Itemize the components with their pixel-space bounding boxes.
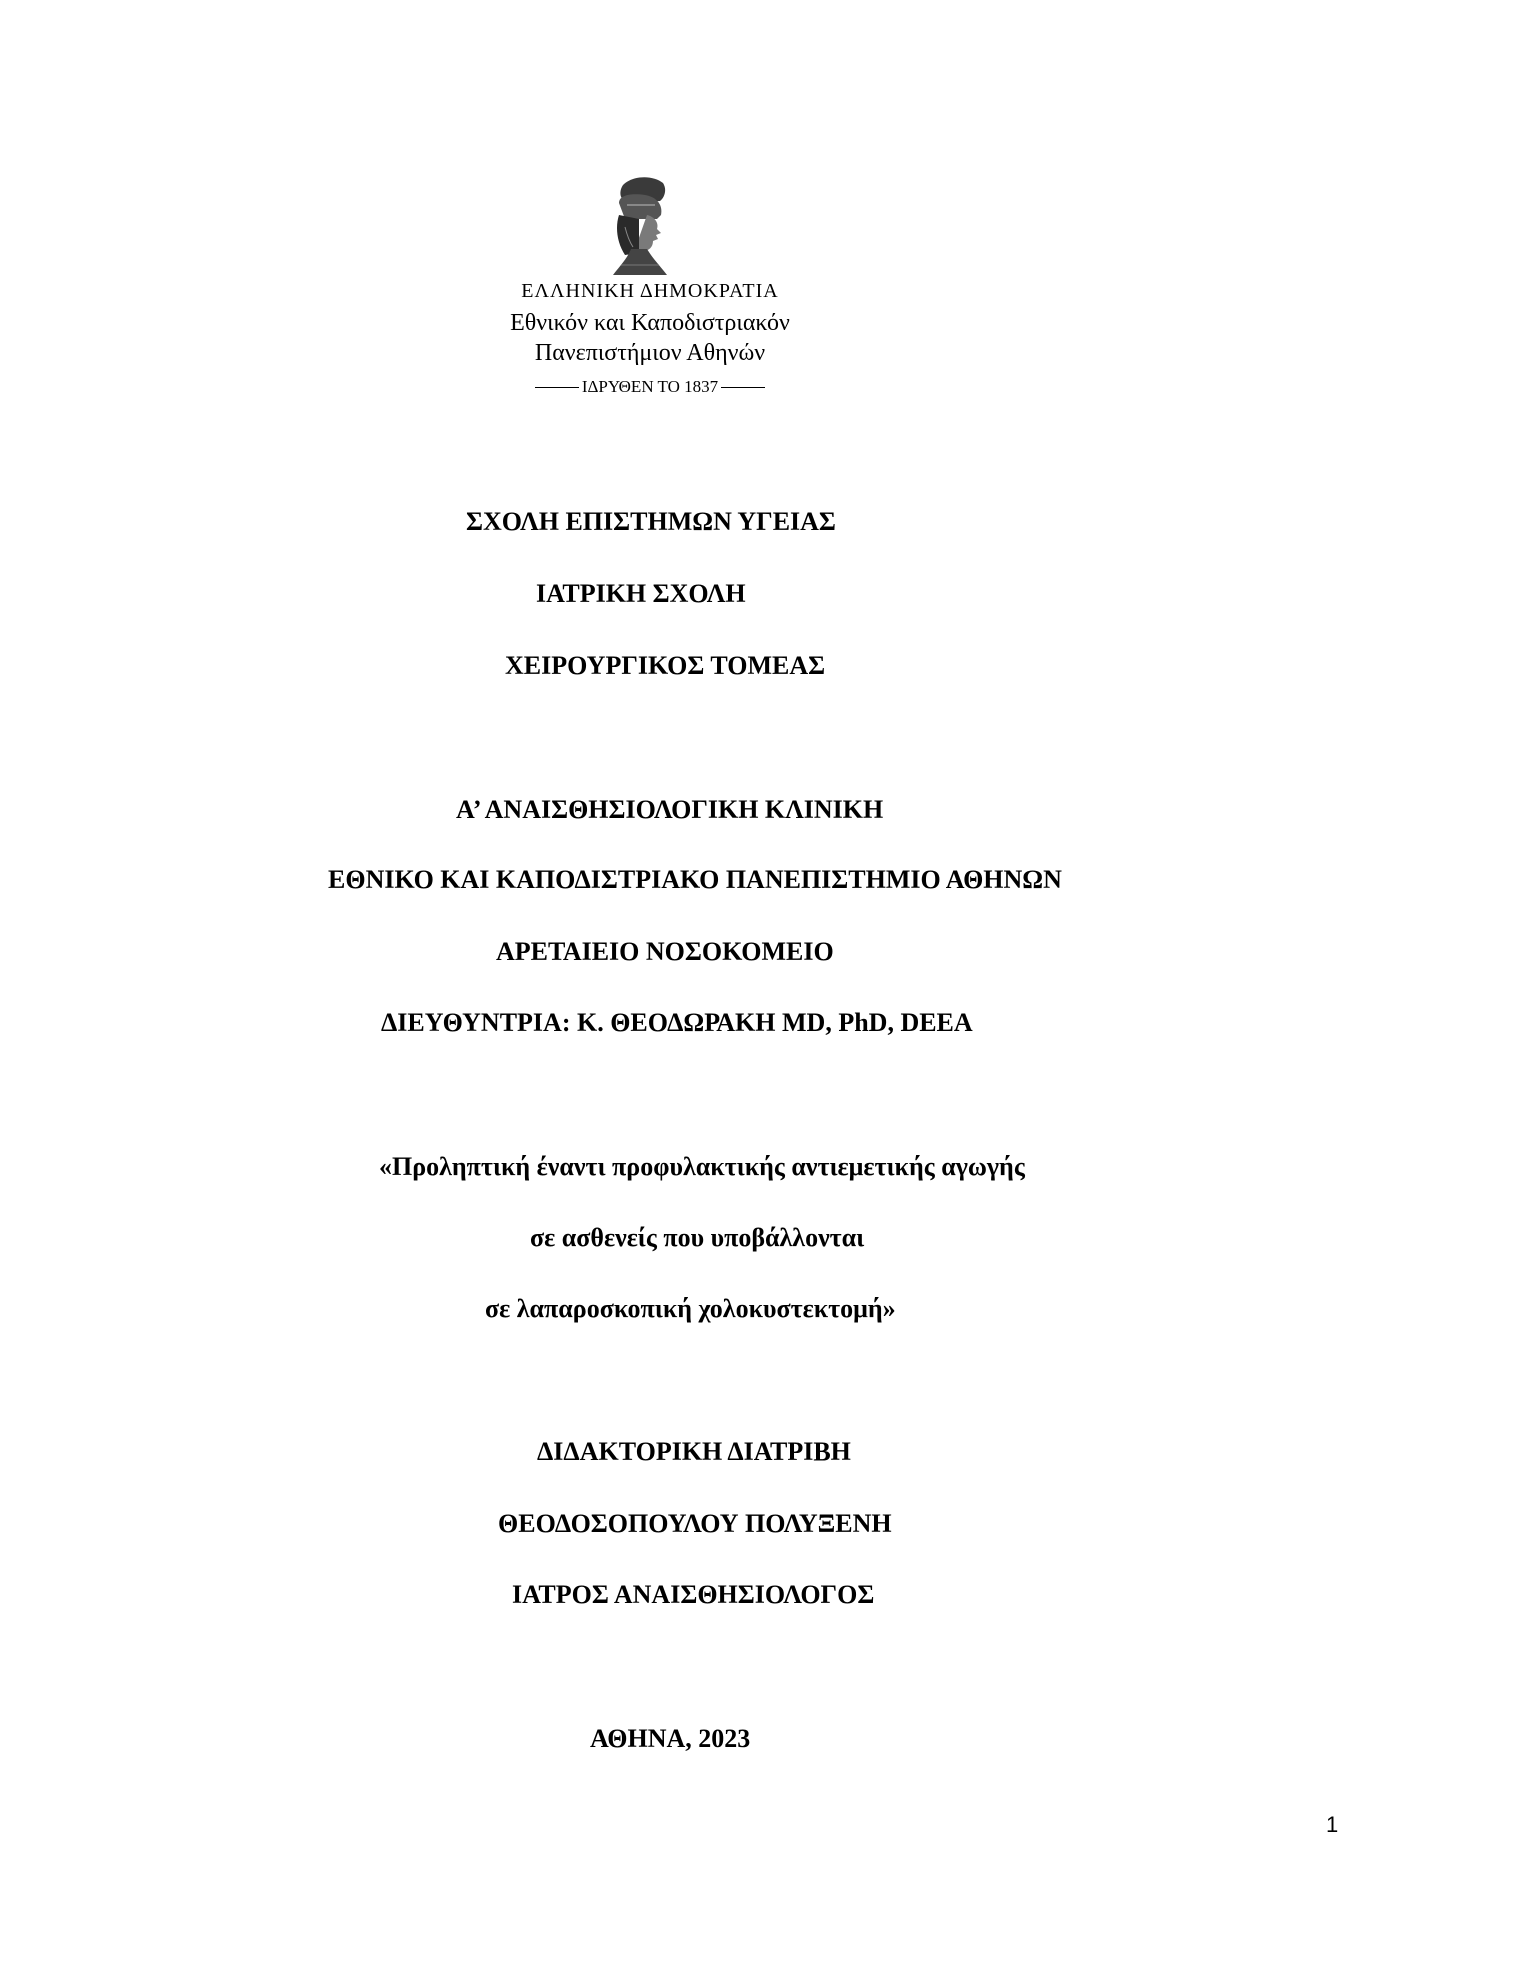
sector-heading: ΧΕΙΡΟΥΡΓΙΚΟΣ ΤΟΜΕΑΣ [505, 651, 826, 680]
clinic-heading: Α’ ΑΝΑΙΣΘΗΣΙΟΛΟΓΙΚΗ ΚΛΙΝΙΚΗ [456, 795, 884, 824]
place-date: ΑΘΗΝΑ, 2023 [590, 1724, 751, 1753]
logo-founded-line [455, 377, 845, 397]
thesis-author: ΘΕΟΔΟΣΟΠΟΥΛΟΥ ΠΟΛΥΞΕΝΗ [498, 1509, 892, 1538]
page-number: 1 [1326, 1812, 1339, 1837]
thesis-type: ΔΙΔΑΚΤΟΡΙΚΗ ΔΙΑΤΡΙΒΗ [537, 1437, 851, 1466]
logo-founded-text: ΙΔΡΥΘΕΝ ΤΟ 1837 [581, 377, 719, 396]
athena-emblem-icon [605, 175, 675, 277]
author-role: ΙΑΤΡΟΣ ΑΝΑΙΣΘΗΣΙΟΛΟΓΟΣ [512, 1580, 875, 1609]
university-heading: ΕΘΝΙΚΟ ΚΑΙ ΚΑΠΟΔΙΣΤΡΙΑΚΟ ΠΑΝΕΠΙΣΤΗΜΙΟ ΑΘΗΝΩΝ [328, 865, 1062, 894]
thesis-title-line3: σε λαπαροσκοπική χολοκυστεκτομή» [485, 1294, 896, 1323]
school-heading: ΣΧΟΛΗ ΕΠΙΣΤΗΜΩΝ ΥΓΕΙΑΣ [466, 507, 836, 536]
director-heading: ΔΙΕΥΘΥΝΤΡΙΑ: Κ. ΘΕΟΔΩΡΑΚΗ MD, PhD, DEEA [381, 1008, 973, 1037]
logo-republic-text: ΕΛΛΗΝΙΚΗ ΔΗΜΟΚΡΑΤΙΑ [521, 280, 779, 302]
divider-left [535, 387, 579, 388]
logo-university-name-line1: Εθνικόν και Καποδιστριακόν [510, 310, 790, 336]
divider-right [721, 387, 765, 388]
hospital-heading: ΑΡΕΤΑΙΕΙΟ ΝΟΣΟΚΟΜΕΙΟ [496, 937, 834, 966]
thesis-title-line2: σε ασθενείς που υποβάλλονται [530, 1223, 865, 1252]
thesis-title-line1: «Προληπτική έναντι προφυλακτικής αντιεμετικής αγωγής [379, 1152, 1025, 1181]
logo-university-name-line2: Πανεπιστήμιον Αθηνών [534, 340, 766, 366]
university-logo [455, 170, 845, 410]
faculty-heading: ΙΑΤΡΙΚΗ ΣΧΟΛΗ [536, 579, 746, 608]
